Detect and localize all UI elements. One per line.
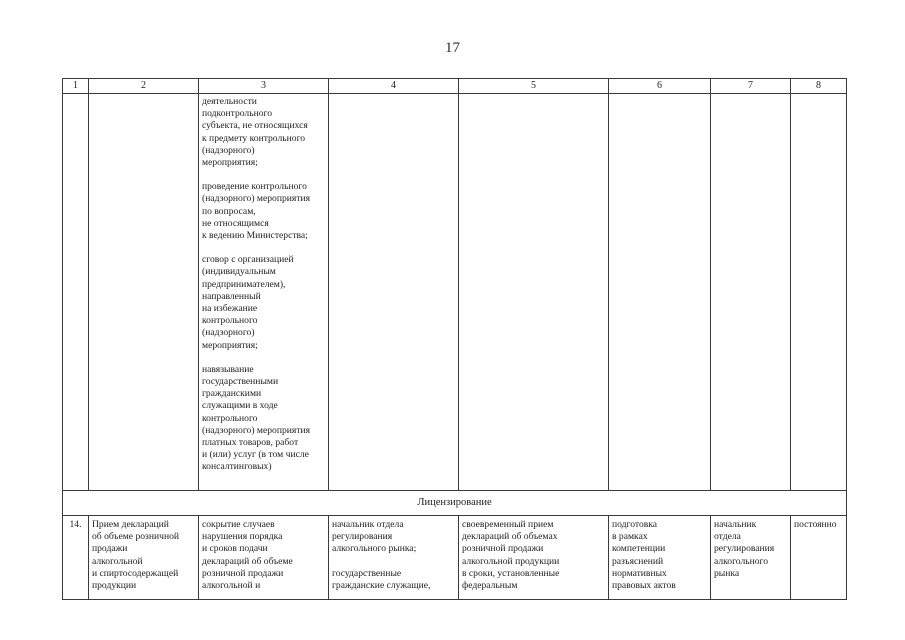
- text-line: контрольного: [202, 315, 258, 327]
- section-row: [63, 491, 847, 516]
- text-line: компетенции: [612, 543, 666, 555]
- function-cell: [89, 516, 199, 600]
- text-line: служащими в ходе: [202, 400, 278, 412]
- text-line: навязывание: [202, 363, 254, 375]
- text-line: подготовка: [612, 519, 658, 530]
- text-line: мероприятия;: [202, 339, 258, 351]
- column-number: 4: [329, 79, 459, 94]
- text-line: федеральным: [462, 580, 518, 591]
- text-line: (надзорного): [202, 327, 255, 339]
- text-line: Прием деклараций: [92, 519, 169, 530]
- column-number: 3: [199, 79, 329, 94]
- risk-paragraph: [202, 364, 325, 474]
- text-line: алкогольного: [714, 555, 769, 567]
- text-line: на избежание: [202, 303, 258, 315]
- page-number: 17: [445, 40, 460, 56]
- text-line: гражданскими: [202, 388, 262, 400]
- text-line: алкогольной и: [202, 580, 261, 591]
- table-cell-empty: [609, 94, 711, 491]
- text-line: продукции: [92, 580, 137, 591]
- section-title: Лицензирование: [63, 491, 847, 516]
- text-line: государственные: [332, 567, 402, 579]
- text-line: по вопросам,: [202, 205, 256, 217]
- table-cell-empty: [329, 94, 459, 491]
- table-cell-empty: [711, 94, 791, 491]
- table-cell-empty: [89, 94, 199, 491]
- table-cell-empty: [459, 94, 609, 491]
- text-line: разъяснений: [612, 555, 664, 567]
- column-number: 6: [609, 79, 711, 94]
- text-line: алкогольного рынка;: [332, 543, 417, 555]
- text-line: своевременный прием: [462, 519, 554, 530]
- risk-paragraph: [202, 254, 325, 352]
- deadline-cell: [791, 516, 847, 600]
- text-line: начальник отдела: [332, 519, 404, 530]
- text-line: деклараций об объемах: [462, 531, 558, 543]
- text-line: регулирования: [714, 543, 775, 555]
- measures-table: [62, 78, 847, 600]
- text-line: нарушения порядка: [202, 531, 283, 543]
- text-line: проведение контрольного: [202, 181, 307, 193]
- text-line: мероприятия;: [202, 157, 258, 169]
- text-line: контрольного: [202, 412, 258, 424]
- text-line: и спиртосодержащей: [92, 567, 179, 579]
- row-number-text: 14.: [69, 519, 82, 530]
- text-line: в рамках: [612, 531, 648, 543]
- row-number: [63, 516, 89, 600]
- table-row-continuation: [63, 94, 847, 491]
- text-line: розничной продажи: [202, 567, 284, 579]
- text-line: отдела: [714, 531, 741, 543]
- risk-list-cell: [199, 94, 329, 491]
- text-line: розничной продажи: [462, 543, 544, 555]
- risk-cell: [199, 516, 329, 600]
- text-line: предпринимателем),: [202, 278, 286, 290]
- text-line: подконтрольного: [202, 108, 273, 120]
- text-line: к предмету контрольного: [202, 132, 306, 144]
- text-line: не относящимся: [202, 217, 269, 229]
- column-number: 8: [791, 79, 847, 94]
- text-line: государственными: [202, 376, 279, 388]
- text-line: алкогольной продукции: [462, 555, 560, 567]
- column-number: 2: [89, 79, 199, 94]
- text-line: (надзорного): [202, 144, 255, 156]
- column-number-row: [63, 79, 847, 94]
- deadline-text: постоянно: [794, 519, 837, 530]
- table-cell-empty: [63, 94, 89, 491]
- text-line: регулирования: [332, 531, 393, 543]
- measures-cell: [459, 516, 609, 600]
- table-cell-empty: [791, 94, 847, 491]
- text-line: правовых актов: [612, 580, 676, 592]
- text-line: об объеме розничной: [92, 531, 180, 543]
- text-line: деятельности: [202, 96, 257, 107]
- column-number: 1: [63, 79, 89, 94]
- risk-paragraph: [202, 181, 325, 242]
- text-line: (надзорного) мероприятия: [202, 424, 311, 436]
- text-line: деклараций об объеме: [202, 555, 293, 567]
- text-line: субъекта, не относящихся: [202, 120, 308, 132]
- text-line: алкогольной: [92, 555, 143, 567]
- text-line: сокрытие случаев: [202, 519, 275, 530]
- text-line: сговор с организацией: [202, 254, 294, 266]
- text-line: платных товаров, работ: [202, 437, 299, 449]
- text-line: рынка: [714, 567, 740, 579]
- text-line: и сроков подачи: [202, 543, 268, 555]
- text-line: направленный: [202, 290, 261, 302]
- table-row-14: [63, 516, 847, 600]
- risk-paragraph: [202, 96, 325, 169]
- text-line: (надзорного) мероприятия: [202, 193, 311, 205]
- text-line: и (или) услуг (в том числе: [202, 449, 309, 461]
- column-number: 5: [459, 79, 609, 94]
- minimization-cell: [609, 516, 711, 600]
- column-number: 7: [711, 79, 791, 94]
- text-line: к ведению Министерства;: [202, 230, 308, 242]
- text-line: нормативных: [612, 567, 667, 579]
- text-line: (индивидуальным: [202, 266, 276, 278]
- text-line: начальник: [714, 519, 757, 530]
- responsible-cell: [711, 516, 791, 600]
- text-line: в сроки, установленные: [462, 567, 560, 579]
- text-line: продажи: [92, 543, 128, 555]
- positions-cell: [329, 516, 459, 600]
- text-line: консалтинговых): [202, 461, 272, 473]
- text-line: гражданские служащие,: [332, 579, 431, 590]
